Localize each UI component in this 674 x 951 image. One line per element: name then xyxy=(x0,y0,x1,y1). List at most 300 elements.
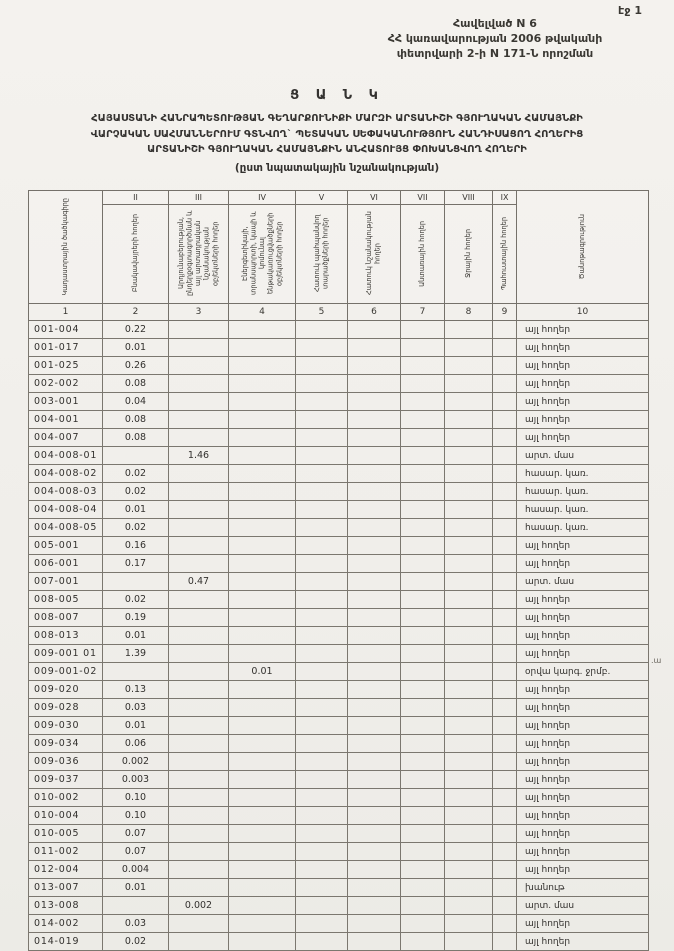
area-value-cell: 0.01 xyxy=(103,627,169,645)
area-value-cell xyxy=(493,591,517,609)
table-row xyxy=(29,771,649,789)
column-number-10: 10 xyxy=(517,304,649,321)
table-row xyxy=(29,735,649,753)
area-value-cell xyxy=(169,321,229,339)
area-value-cell xyxy=(348,573,401,591)
note-cell: հասար. կառ. xyxy=(517,501,649,519)
area-value-cell: 0.17 xyxy=(103,555,169,573)
area-value-cell xyxy=(493,465,517,483)
area-value-cell xyxy=(169,843,229,861)
area-value-cell xyxy=(348,861,401,879)
cadastral-code-cell: 004-001 xyxy=(29,411,103,429)
area-value-cell xyxy=(445,447,493,465)
area-value-cell: 0.08 xyxy=(103,411,169,429)
table-row xyxy=(29,699,649,717)
area-value-cell xyxy=(445,519,493,537)
table-row xyxy=(29,933,649,951)
area-value-cell xyxy=(401,933,445,951)
header-col-8 xyxy=(445,191,493,304)
area-value-cell xyxy=(348,843,401,861)
cadastral-code-cell: 001-004 xyxy=(29,321,103,339)
table-row xyxy=(29,645,649,663)
note-cell: հասար. կառ. xyxy=(517,519,649,537)
area-value-cell xyxy=(296,519,348,537)
area-value-cell xyxy=(401,609,445,627)
area-value-cell xyxy=(296,393,348,411)
header-col-9 xyxy=(493,191,517,304)
header-label: Էներգետիկայի, տրանսպորտի, կապի և կոմունալ ենթակառուցվածքների օբյեկտների հողեր xyxy=(240,211,283,296)
area-value-cell xyxy=(169,627,229,645)
cadastral-code-cell: 010-002 xyxy=(29,789,103,807)
area-value-cell xyxy=(445,573,493,591)
area-value-cell xyxy=(493,699,517,717)
area-value-cell xyxy=(348,933,401,951)
area-value-cell: 0.02 xyxy=(103,519,169,537)
area-value-cell xyxy=(348,627,401,645)
area-value-cell xyxy=(296,537,348,555)
note-cell: այլ հողեր xyxy=(517,807,649,825)
cadastral-code-cell: 014-019 xyxy=(29,933,103,951)
column-number-4: 4 xyxy=(229,304,296,321)
area-value-cell: 0.47 xyxy=(169,573,229,591)
table-row xyxy=(29,483,649,501)
area-value-cell xyxy=(445,393,493,411)
column-number-7: 7 xyxy=(401,304,445,321)
area-value-cell xyxy=(348,447,401,465)
cadastral-code-cell: 011-002 xyxy=(29,843,103,861)
government-line-1: ՀՀ կառավարության 2006 թվականի xyxy=(387,31,603,45)
area-value-cell xyxy=(229,321,296,339)
area-value-cell xyxy=(445,681,493,699)
area-value-cell xyxy=(445,879,493,897)
area-value-cell xyxy=(445,735,493,753)
area-value-cell: 0.07 xyxy=(103,825,169,843)
area-value-cell xyxy=(229,807,296,825)
area-value-cell xyxy=(229,357,296,375)
table-row xyxy=(29,591,649,609)
area-value-cell xyxy=(445,933,493,951)
area-value-cell: 0.04 xyxy=(103,393,169,411)
header-label: Կադաստրային ծածկագիրը xyxy=(61,198,70,296)
title-line-3: ԱՐՏԱՆԻՇԻ ԳՅՈՒՂԱԿԱՆ ՀԱՄԱՅՆՔԻՆ ԱՆՀԱՏՈՒՅՑ ՓՈԽԱՆՑՎՈՂ ՀՈՂԵՐԻ xyxy=(147,144,527,155)
header-col-4 xyxy=(229,191,296,304)
area-value-cell xyxy=(401,861,445,879)
area-value-cell xyxy=(229,537,296,555)
area-value-cell xyxy=(296,339,348,357)
table-row xyxy=(29,825,649,843)
area-value-cell xyxy=(401,663,445,681)
area-value-cell xyxy=(401,339,445,357)
area-value-cell xyxy=(348,681,401,699)
title-line-2: ՎԱՐՉԱԿԱՆ ՍԱՀՄԱՆՆԵՐՈՒՄ ԳՏՆՎՈՂ` ՊԵՏԱԿԱՆ ՍԵՓԱԿԱՆՈՒԹՅՈՒՆ ՀԱՆԴԻՍԱՑՈՂ ՀՈՂԵՐԻՑ xyxy=(90,128,584,140)
note-cell: այլ հողեր xyxy=(517,339,649,357)
header-label: Անտառային հողեր xyxy=(418,220,427,287)
area-value-cell xyxy=(493,357,517,375)
area-value-cell xyxy=(493,393,517,411)
cadastral-code-cell: 008-013 xyxy=(29,627,103,645)
area-value-cell xyxy=(229,465,296,483)
area-value-cell xyxy=(169,807,229,825)
area-value-cell xyxy=(229,753,296,771)
area-value-cell xyxy=(401,591,445,609)
column-number-2: 2 xyxy=(103,304,169,321)
area-value-cell xyxy=(445,897,493,915)
note-cell: այլ հողեր xyxy=(517,861,649,879)
note-cell: այլ հողեր xyxy=(517,357,649,375)
area-value-cell xyxy=(401,771,445,789)
area-value-cell xyxy=(401,519,445,537)
area-value-cell xyxy=(229,591,296,609)
note-cell: այլ հողեր xyxy=(517,717,649,735)
area-value-cell xyxy=(348,879,401,897)
area-value-cell xyxy=(296,573,348,591)
area-value-cell xyxy=(445,375,493,393)
area-value-cell xyxy=(229,681,296,699)
area-value-cell xyxy=(229,411,296,429)
cadastral-code-cell: 009-030 xyxy=(29,717,103,735)
area-value-cell xyxy=(493,483,517,501)
handwritten-margin-note: .ա xyxy=(651,656,662,665)
area-value-cell: 0.01 xyxy=(103,879,169,897)
area-value-cell xyxy=(103,447,169,465)
table-row xyxy=(29,807,649,825)
area-value-cell xyxy=(169,537,229,555)
table-row xyxy=(29,339,649,357)
area-value-cell xyxy=(229,879,296,897)
area-value-cell xyxy=(229,915,296,933)
note-cell: այլ հողեր xyxy=(517,933,649,951)
note-cell: այլ հողեր xyxy=(517,753,649,771)
area-value-cell xyxy=(493,735,517,753)
area-value-cell xyxy=(169,375,229,393)
title-line-1: ՀԱՅԱՍՏԱՆԻ ՀԱՆՐԱՊԵՏՈՒԹՅԱՆ ԳԵՂԱՐՔՈՒՆԻՔԻ ՄԱՐԶԻ ԱՐՏԱՆԻՇԻ ԳՅՈՒՂԱԿԱՆ ՀԱՄԱՅՆՔԻ xyxy=(91,113,583,124)
header-label: Հատուկ պահպանվող տարածքների հողեր xyxy=(312,214,330,293)
area-value-cell xyxy=(169,339,229,357)
note-cell: այլ հողեր xyxy=(517,771,649,789)
area-value-cell xyxy=(401,573,445,591)
area-value-cell: 0.06 xyxy=(103,735,169,753)
area-value-cell xyxy=(296,717,348,735)
cadastral-code-cell: 005-001 xyxy=(29,537,103,555)
area-value-cell xyxy=(348,429,401,447)
area-value-cell xyxy=(348,537,401,555)
area-value-cell xyxy=(401,681,445,699)
area-value-cell xyxy=(401,321,445,339)
area-value-cell xyxy=(445,537,493,555)
area-value-cell xyxy=(103,573,169,591)
table-row xyxy=(29,519,649,537)
note-cell: այլ հողեր xyxy=(517,591,649,609)
table-row xyxy=(29,411,649,429)
area-value-cell xyxy=(493,519,517,537)
area-value-cell xyxy=(445,501,493,519)
cadastral-code-cell: 010-004 xyxy=(29,807,103,825)
table-row xyxy=(29,879,649,897)
cadastral-code-cell: 004-008-02 xyxy=(29,465,103,483)
area-value-cell xyxy=(445,645,493,663)
area-value-cell xyxy=(401,843,445,861)
area-value-cell xyxy=(169,519,229,537)
area-value-cell xyxy=(493,573,517,591)
area-value-cell xyxy=(445,717,493,735)
area-value-cell xyxy=(229,717,296,735)
area-value-cell xyxy=(493,447,517,465)
header-col-5 xyxy=(296,191,348,304)
area-value-cell xyxy=(348,699,401,717)
area-value-cell: 0.02 xyxy=(103,465,169,483)
area-value-cell xyxy=(229,843,296,861)
area-value-cell xyxy=(348,519,401,537)
area-value-cell xyxy=(493,753,517,771)
note-cell: հասար. կառ. xyxy=(517,465,649,483)
column-number-row xyxy=(29,304,649,321)
area-value-cell xyxy=(493,663,517,681)
area-value-cell xyxy=(103,663,169,681)
header-col-3 xyxy=(169,191,229,304)
area-value-cell: 0.03 xyxy=(103,699,169,717)
area-value-cell xyxy=(401,825,445,843)
title-subtitle: (ըստ նպատակային նշանակության) xyxy=(234,161,440,174)
area-value-cell xyxy=(348,357,401,375)
area-value-cell: 0.004 xyxy=(103,861,169,879)
area-value-cell xyxy=(493,429,517,447)
area-value-cell: 0.02 xyxy=(103,591,169,609)
header-label: Բնակավայրերի հողեր xyxy=(131,214,140,293)
area-value-cell xyxy=(348,897,401,915)
area-value-cell xyxy=(493,807,517,825)
area-value-cell xyxy=(445,555,493,573)
area-value-cell xyxy=(348,501,401,519)
area-value-cell xyxy=(169,591,229,609)
area-value-cell xyxy=(445,753,493,771)
area-value-cell xyxy=(229,501,296,519)
area-value-cell xyxy=(169,879,229,897)
area-value-cell xyxy=(348,645,401,663)
area-value-cell: 0.16 xyxy=(103,537,169,555)
cadastral-code-cell: 009-028 xyxy=(29,699,103,717)
cadastral-code-cell: 008-007 xyxy=(29,609,103,627)
area-value-cell: 0.02 xyxy=(103,483,169,501)
area-value-cell xyxy=(445,843,493,861)
area-value-cell xyxy=(229,825,296,843)
area-value-cell xyxy=(169,465,229,483)
area-value-cell: 0.003 xyxy=(103,771,169,789)
area-value-cell xyxy=(348,807,401,825)
area-value-cell xyxy=(401,915,445,933)
cadastral-code-cell: 007-001 xyxy=(29,573,103,591)
header-label: Արդյունաբերության, ընդերքօգտագործման և այլ արտադրական նշանակության օբյեկտների հողեր xyxy=(177,210,220,297)
column-number-6: 6 xyxy=(348,304,401,321)
area-value-cell xyxy=(493,411,517,429)
area-value-cell: 0.19 xyxy=(103,609,169,627)
area-value-cell xyxy=(169,717,229,735)
note-cell: այլ հողեր xyxy=(517,627,649,645)
cadastral-code-cell: 010-005 xyxy=(29,825,103,843)
area-value-cell xyxy=(296,411,348,429)
area-value-cell xyxy=(348,555,401,573)
area-value-cell xyxy=(493,321,517,339)
table-row xyxy=(29,861,649,879)
area-value-cell xyxy=(445,771,493,789)
area-value-cell xyxy=(445,627,493,645)
area-value-cell xyxy=(169,933,229,951)
area-value-cell: 0.22 xyxy=(103,321,169,339)
area-value-cell xyxy=(296,843,348,861)
note-cell: օրվա կարգ. ջրմբ. xyxy=(517,663,649,681)
cadastral-code-cell: 003-001 xyxy=(29,393,103,411)
area-value-cell xyxy=(169,663,229,681)
area-value-cell xyxy=(445,609,493,627)
table-row xyxy=(29,429,649,447)
area-value-cell xyxy=(169,735,229,753)
document-title: Ց Ա Ն Կ xyxy=(290,88,384,103)
area-value-cell xyxy=(348,753,401,771)
cadastral-code-cell: 004-008-05 xyxy=(29,519,103,537)
area-value-cell xyxy=(348,609,401,627)
area-value-cell xyxy=(296,429,348,447)
area-value-cell xyxy=(401,699,445,717)
area-value-cell xyxy=(401,465,445,483)
area-value-cell xyxy=(348,375,401,393)
cadastral-code-cell: 008-005 xyxy=(29,591,103,609)
cadastral-code-cell: 006-001 xyxy=(29,555,103,573)
note-cell: այլ հողեր xyxy=(517,537,649,555)
area-value-cell xyxy=(493,717,517,735)
area-value-cell: 0.03 xyxy=(103,915,169,933)
cadastral-code-cell: 013-007 xyxy=(29,879,103,897)
cadastral-code-cell: 002-002 xyxy=(29,375,103,393)
area-value-cell xyxy=(229,699,296,717)
area-value-cell xyxy=(445,339,493,357)
area-value-cell xyxy=(296,627,348,645)
area-value-cell xyxy=(169,393,229,411)
cadastral-code-cell: 001-017 xyxy=(29,339,103,357)
note-cell: այլ հողեր xyxy=(517,843,649,861)
table-row xyxy=(29,627,649,645)
area-value-cell xyxy=(348,717,401,735)
area-value-cell xyxy=(229,555,296,573)
table-row xyxy=(29,555,649,573)
area-value-cell xyxy=(296,321,348,339)
area-value-cell xyxy=(493,915,517,933)
header-col-1 xyxy=(29,191,103,304)
area-value-cell xyxy=(401,555,445,573)
area-value-cell xyxy=(229,645,296,663)
area-value-cell xyxy=(445,807,493,825)
table-row xyxy=(29,789,649,807)
cadastral-code-cell: 004-007 xyxy=(29,429,103,447)
area-value-cell xyxy=(401,393,445,411)
area-value-cell xyxy=(296,447,348,465)
cadastral-code-cell: 001-025 xyxy=(29,357,103,375)
area-value-cell xyxy=(493,771,517,789)
note-cell: այլ հողեր xyxy=(517,321,649,339)
area-value-cell xyxy=(169,645,229,663)
header-label: Ջրային հողեր xyxy=(464,229,473,278)
table-row xyxy=(29,915,649,933)
column-number-8: 8 xyxy=(445,304,493,321)
note-cell: արտ. մաս xyxy=(517,573,649,591)
area-value-cell: 0.26 xyxy=(103,357,169,375)
area-value-cell xyxy=(445,861,493,879)
area-value-cell xyxy=(229,483,296,501)
column-number-5: 5 xyxy=(296,304,348,321)
cadastral-code-cell: 004-008-03 xyxy=(29,483,103,501)
area-value-cell xyxy=(296,501,348,519)
area-value-cell xyxy=(169,771,229,789)
note-cell: այլ հողեր xyxy=(517,789,649,807)
area-value-cell xyxy=(493,681,517,699)
area-value-cell xyxy=(169,681,229,699)
area-value-cell xyxy=(401,447,445,465)
area-value-cell xyxy=(229,429,296,447)
table-row xyxy=(29,357,649,375)
cadastral-code-cell: 013-008 xyxy=(29,897,103,915)
area-value-cell xyxy=(296,699,348,717)
area-value-cell xyxy=(348,321,401,339)
area-value-cell xyxy=(493,645,517,663)
area-value-cell xyxy=(296,663,348,681)
area-value-cell: 0.01 xyxy=(229,663,296,681)
area-value-cell xyxy=(348,825,401,843)
table-header-row xyxy=(29,191,649,304)
area-value-cell xyxy=(445,411,493,429)
area-value-cell: 0.08 xyxy=(103,429,169,447)
header-roman-numeral: IX xyxy=(493,191,516,205)
area-value-cell xyxy=(493,609,517,627)
area-value-cell xyxy=(229,897,296,915)
government-line-2: փետրվարի 2-ի N 171-Ն որոշման xyxy=(396,46,594,60)
cadastral-code-cell: 014-002 xyxy=(29,915,103,933)
cadastral-code-cell: 009-034 xyxy=(29,735,103,753)
area-value-cell xyxy=(401,483,445,501)
area-value-cell xyxy=(169,789,229,807)
area-value-cell xyxy=(493,789,517,807)
note-cell: այլ հողեր xyxy=(517,699,649,717)
area-value-cell xyxy=(169,915,229,933)
area-value-cell xyxy=(348,591,401,609)
area-value-cell xyxy=(169,429,229,447)
note-cell: այլ հողեր xyxy=(517,555,649,573)
area-value-cell xyxy=(401,411,445,429)
header-roman-numeral: VI xyxy=(348,191,400,205)
area-value-cell xyxy=(493,897,517,915)
area-value-cell xyxy=(445,483,493,501)
area-value-cell xyxy=(229,627,296,645)
area-value-cell xyxy=(445,321,493,339)
area-value-cell xyxy=(296,645,348,663)
table-row xyxy=(29,537,649,555)
table-row xyxy=(29,447,649,465)
area-value-cell xyxy=(169,609,229,627)
table-row xyxy=(29,465,649,483)
area-value-cell xyxy=(445,699,493,717)
area-value-cell xyxy=(296,915,348,933)
area-value-cell xyxy=(493,555,517,573)
area-value-cell xyxy=(445,789,493,807)
area-value-cell xyxy=(229,933,296,951)
area-value-cell xyxy=(445,663,493,681)
header-label: Պահուստային հողեր xyxy=(500,216,509,291)
area-value-cell xyxy=(296,897,348,915)
area-value-cell xyxy=(445,825,493,843)
area-value-cell xyxy=(169,483,229,501)
area-value-cell xyxy=(296,375,348,393)
area-value-cell xyxy=(296,591,348,609)
area-value-cell xyxy=(401,897,445,915)
header-label: Հատուկ նշանակության հողեր xyxy=(365,211,382,296)
area-value-cell xyxy=(493,627,517,645)
